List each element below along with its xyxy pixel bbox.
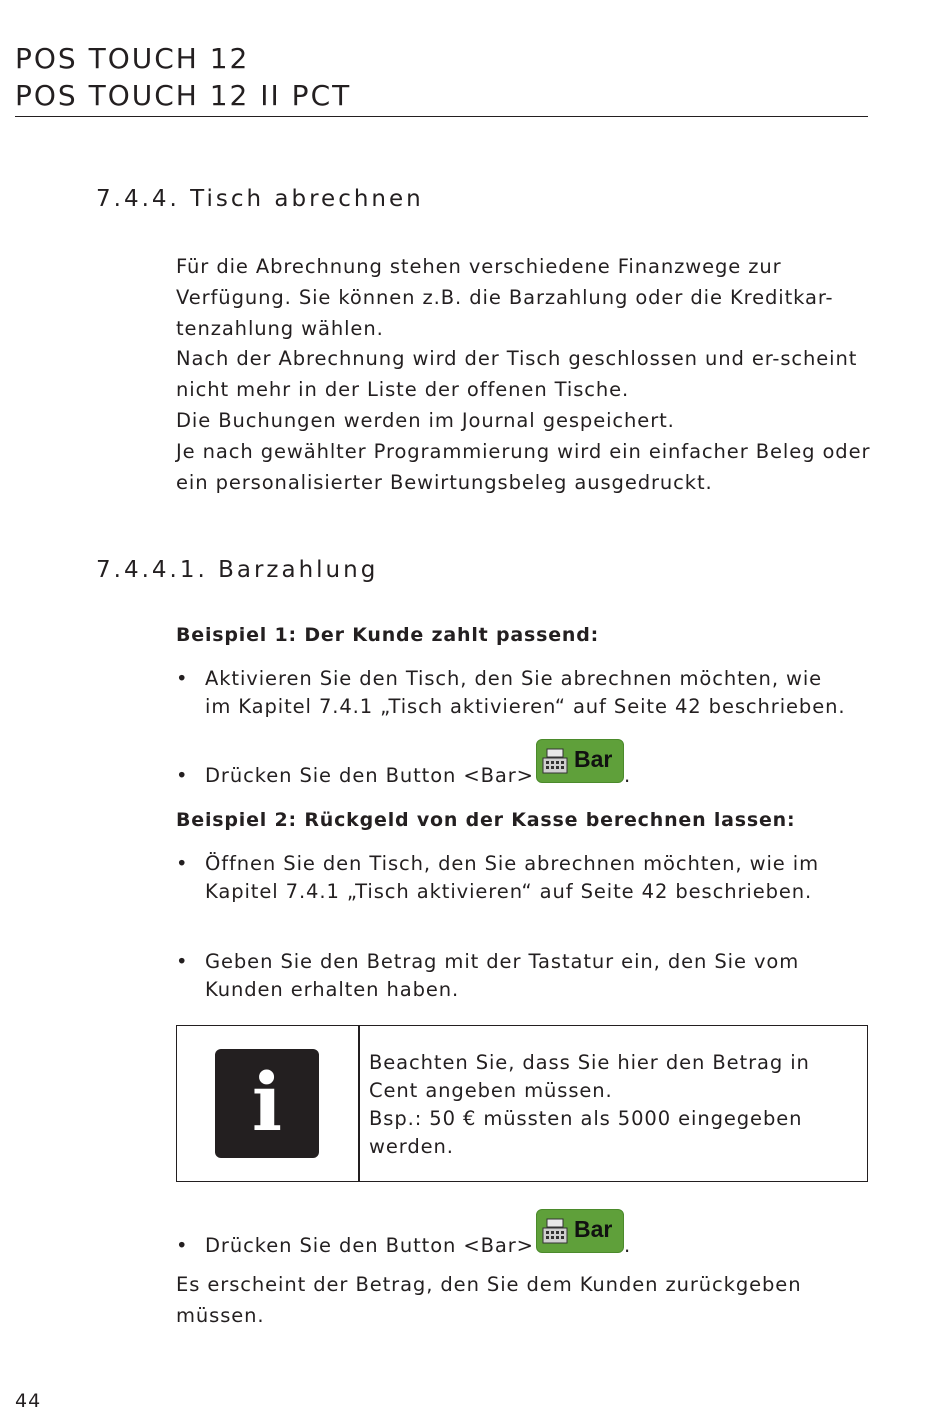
info-icon-letter: i bbox=[251, 1055, 283, 1149]
info-icon bbox=[215, 1049, 319, 1158]
intro-paragraph: Für die Abrechnung stehen verschiedene Finanzwege zur Verfügung. Sie können z.B. die Barzahlung oder die Kreditkar-tenzahlung wählen. bbox=[176, 255, 834, 340]
list-item-text: Aktivieren Sie den Tisch, den Sie abrechnen möchten, wie im Kapitel 7.4.1 „Tisch aktivieren“ auf Seite 42 beschrieben. bbox=[205, 667, 846, 718]
bullet-dot: • bbox=[176, 852, 189, 875]
bar-button[interactable] bbox=[536, 1209, 624, 1253]
intro-paragraph: Je nach gewählter Programmierung wird ein einfacher Beleg oder ein personalisierter Bewirtungsbeleg ausgedruckt. bbox=[176, 439, 871, 494]
cash-register-icon bbox=[541, 747, 569, 775]
subsection-heading: 7.4.4.1. Barzahlung bbox=[96, 557, 379, 583]
intro-paragraph: Nach der Abrechnung wird der Tisch geschlossen und er-scheint nicht mehr in der Liste der offenen Tische. bbox=[176, 347, 858, 402]
bullet-dot: • bbox=[176, 1234, 189, 1257]
bar-button-label: Bar bbox=[574, 1216, 613, 1242]
product-name-line2: POS TOUCH 12 II PCT bbox=[15, 79, 352, 112]
note-text bbox=[369, 1049, 859, 1161]
info-note bbox=[176, 1025, 868, 1182]
list-item-text: Öffnen Sie den Tisch, den Sie abrechnen möchten, wie im Kapitel 7.4.1 „Tisch aktivieren“ auf Seite 42 beschrieben. bbox=[205, 852, 819, 903]
header-rule bbox=[15, 116, 868, 117]
bullet-dot: • bbox=[176, 764, 189, 787]
bar-button-label: Bar bbox=[574, 746, 613, 772]
section-heading: 7.4.4. Tisch abrechnen bbox=[96, 186, 424, 212]
page-number: 44 bbox=[15, 1390, 42, 1412]
bullet-dot: • bbox=[176, 950, 189, 973]
sentence-period: . bbox=[624, 764, 631, 787]
note-line: Bsp.: 50 € müssten als 5000 eingegeben werden. bbox=[369, 1107, 803, 1158]
document-header bbox=[15, 40, 351, 114]
sentence-period: . bbox=[624, 1234, 631, 1257]
bullet-dot: • bbox=[176, 667, 189, 690]
intro-paragraph: Die Buchungen werden im Journal gespeichert. bbox=[176, 408, 675, 432]
section-intro bbox=[176, 252, 876, 498]
note-line: Beachten Sie, dass Sie hier den Betrag in Cent angeben müssen. bbox=[369, 1051, 810, 1102]
bar-button[interactable] bbox=[536, 739, 624, 783]
note-divider bbox=[358, 1026, 360, 1181]
list-item-text: Drücken Sie den Button <Bar> bbox=[205, 764, 534, 787]
example1-heading: Beispiel 1: Der Kunde zahlt passend: bbox=[176, 624, 600, 646]
list-item-text: Geben Sie den Betrag mit der Tastatur ein, den Sie vom Kunden erhalten haben. bbox=[205, 950, 800, 1001]
product-name-line1: POS TOUCH 12 bbox=[15, 42, 250, 75]
list-item-text: Drücken Sie den Button <Bar> bbox=[205, 1234, 534, 1257]
example2-heading: Beispiel 2: Rückgeld von der Kasse berechnen lassen: bbox=[176, 809, 796, 831]
cash-register-icon bbox=[541, 1217, 569, 1245]
closing-paragraph: Es erscheint der Betrag, den Sie dem Kunden zurückgeben müssen. bbox=[176, 1273, 802, 1327]
